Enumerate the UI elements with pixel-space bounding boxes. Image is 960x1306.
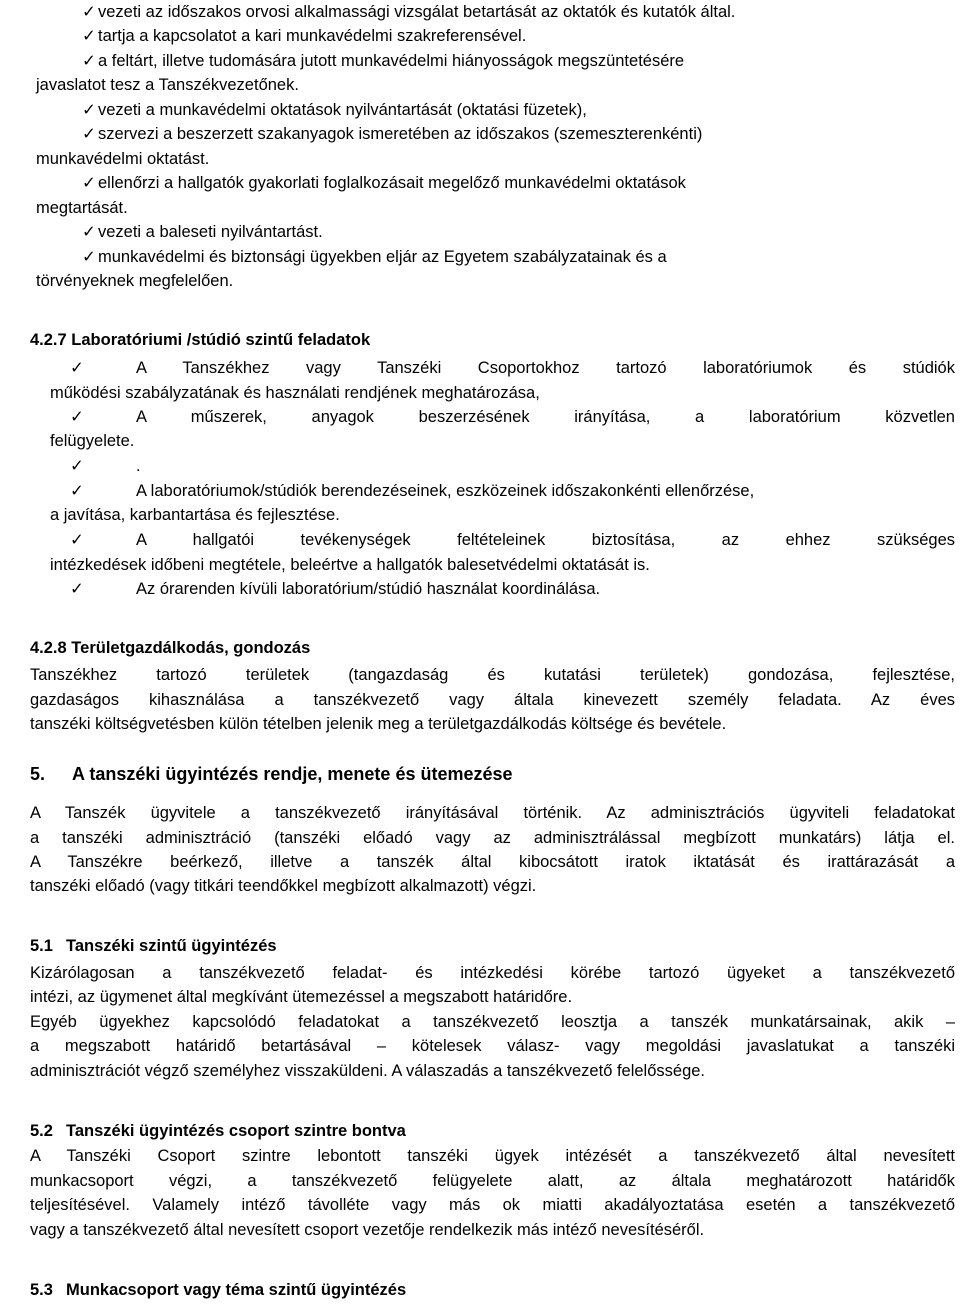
list-item: ✓ A hallgatói tevékenységek feltételeinek biztosítása, az ehhez szükséges [50, 530, 955, 550]
list-item: ✓ A műszerek, anyagok beszerzésének irányítása, a laboratórium közvetlen [50, 407, 955, 427]
chapter-heading: 5. A tanszéki ügyintézés rendje, menete és ütemezése [30, 764, 513, 784]
list-item: ✓ Az órarenden kívüli laboratórium/stúdió használat koordinálása. [50, 579, 960, 599]
check-icon: ✓ [82, 125, 96, 143]
list-item: ✓ vezeti az időszakos orvosi alkalmassági vizsgálat betartását az oktatók és kutatók által. [82, 3, 736, 21]
section-heading: 4.2.7 Laboratóriumi /stúdió szintű feladatok [30, 331, 371, 349]
list-item: ✓ munkavédelmi és biztonsági ügyekben eljár az Egyetem szabályzatainak és a [82, 248, 667, 266]
check-icon: ✓ [70, 408, 84, 426]
check-icon: ✓ [82, 101, 96, 119]
paragraph-line: adminisztrációt végző személyhez visszaküldeni. A válaszadás a tanszékvezető felelőssége. [30, 1062, 706, 1080]
paragraph-line: vagy a tanszékvezető által nevesített csoport vezetője rendelkezik más intéző nevesítéséről. [30, 1221, 705, 1239]
check-icon: ✓ [82, 223, 96, 241]
check-icon: ✓ [82, 3, 96, 21]
paragraph-line: teljesítésével. Valamely intéző távolléte vagy más ok miatti akadályoztatása esetén a tanszékvezető [30, 1196, 955, 1214]
list-item-continuation: felügyelete. [50, 432, 135, 450]
check-icon: ✓ [70, 482, 84, 500]
paragraph-line: tanszéki költségvetésben külön tételben jelenik meg a területgazdálkodás költsége és bevétele. [30, 715, 727, 733]
check-icon: ✓ [82, 27, 96, 45]
check-icon: ✓ [70, 580, 84, 598]
paragraph-line: Tanszékhez tartozó területek (tangazdaság és kutatási területek) gondozása, fejlesztése, [30, 666, 955, 684]
section-heading: 5.2 Tanszéki ügyintézés csoport szintre bontva [30, 1122, 406, 1140]
list-item-continuation: munkavédelmi oktatást. [36, 150, 210, 168]
paragraph-line: A Tanszékre beérkező, illetve a tanszék által kibocsátott iratok iktatását és irattárazását a [30, 853, 955, 871]
check-icon: ✓ [82, 174, 96, 192]
paragraph-line: A Tanszéki Csoport szintre lebontott tanszéki ügyek intézését a tanszékvezető által nevesített [30, 1147, 955, 1165]
section-heading: 5.3 Munkacsoport vagy téma szintű ügyintézés [30, 1281, 407, 1299]
list-item: ✓ vezeti a munkavédelmi oktatások nyilvántartását (oktatási füzetek), [82, 101, 587, 119]
paragraph-line: Kizárólagosan a tanszékvezető feladat- és intézkedési körébe tartozó ügyeket a tanszékvezető [30, 964, 955, 982]
paragraph-line: munkacsoport végzi, a tanszékvezető felügyelete alatt, az általa meghatározott határidők [30, 1172, 955, 1190]
list-item: ✓ A Tanszékhez vagy Tanszéki Csoportokhoz tartozó laboratóriumok és stúdiók [50, 358, 955, 378]
list-item: ✓ a feltárt, illetve tudomására jutott munkavédelmi hiányosságok megszüntetésére [82, 52, 685, 70]
list-item-continuation: javaslatot tesz a Tanszékvezetőnek. [36, 76, 299, 94]
paragraph-line: A Tanszék ügyvitele a tanszékvezető irányításával történik. Az adminisztrációs ügyviteli feladatokat [30, 804, 955, 822]
check-icon: ✓ [70, 531, 84, 549]
list-item: ✓ A laboratóriumok/stúdiók berendezéseinek, eszközeinek időszakonkénti ellenőrzése, [50, 481, 960, 501]
list-item-continuation: a javítása, karbantartása és fejlesztése. [50, 506, 340, 524]
check-icon: ✓ [70, 457, 84, 475]
paragraph-line: tanszéki előadó (vagy titkári teendőkkel megbízott alkalmazott) végzi. [30, 877, 537, 895]
list-item: ✓ vezeti a baleseti nyilvántartást. [82, 223, 323, 241]
list-item: ✓ szervezi a beszerzett szakanyagok ismeretében az időszakos (szemeszterenkénti) [82, 125, 703, 143]
list-item-continuation: működési szabályzatának és használati rendjének meghatározása, [50, 384, 540, 402]
paragraph-line: a megszabott határidő betartásával – kötelesek válasz- vagy megoldási javaslatukat a tanszéki [30, 1037, 955, 1055]
list-item-continuation: intézkedések időbeni megtétele, beleértve a hallgatók balesetvédelmi oktatását is. [50, 556, 650, 574]
paragraph-line: Egyéb ügyekhez kapcsolódó feladatokat a tanszékvezető leosztja a tanszék munkatársainak, akik – [30, 1013, 955, 1031]
paragraph-line: intézi, az ügymenet által megkívánt ütemezéssel a megszabott határidőre. [30, 988, 573, 1006]
list-item: ✓ . [50, 456, 960, 476]
check-icon: ✓ [82, 52, 96, 70]
list-item-continuation: törvényeknek megfelelően. [36, 272, 234, 290]
section-heading: 4.2.8 Területgazdálkodás, gondozás [30, 639, 311, 657]
list-item: ✓ ellenőrzi a hallgatók gyakorlati foglalkozásait megelőző munkavédelmi oktatások [82, 174, 686, 192]
check-icon: ✓ [70, 359, 84, 377]
list-item: ✓ tartja a kapcsolatot a kari munkavédelmi szakreferensével. [82, 27, 527, 45]
check-icon: ✓ [82, 248, 96, 266]
section-heading: 5.1 Tanszéki szintű ügyintézés [30, 937, 277, 955]
paragraph-line: gazdaságos kihasználása a tanszékvezető vagy általa kinevezett személy feladata. Az éves [30, 691, 955, 709]
list-item-continuation: megtartását. [36, 199, 128, 217]
paragraph-line: a tanszéki adminisztráció (tanszéki előadó vagy az adminisztrálással megbízott munkatárs) látja el. [30, 829, 955, 847]
